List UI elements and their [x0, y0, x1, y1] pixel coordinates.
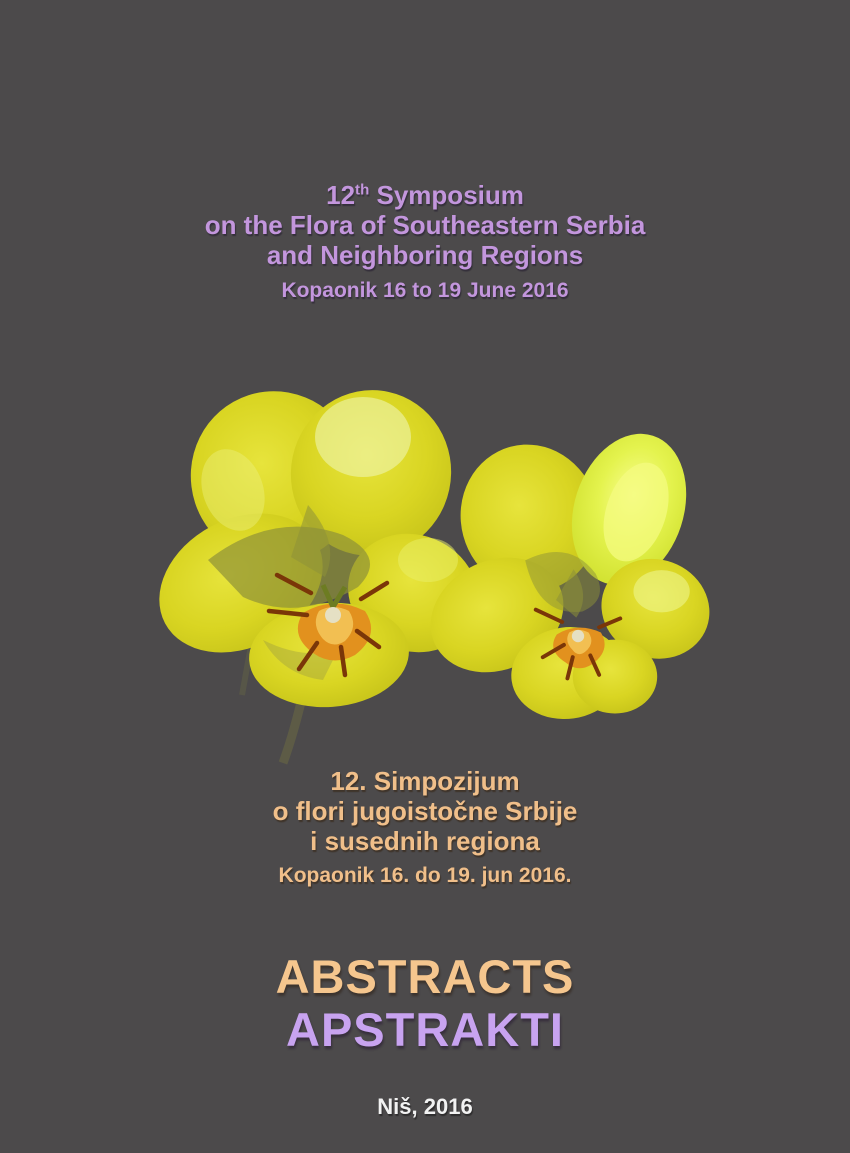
venue-date-en: Kopaonik 16 to 19 June 2016	[281, 279, 569, 302]
venue-date-sr: Kopaonik 16. do 19. jun 2016.	[278, 864, 572, 887]
symposium-title-en	[0, 180, 850, 303]
left-pansy-flower	[135, 385, 496, 712]
abstracts-title-sr: APSTRAKTI	[286, 1003, 564, 1056]
title-en-line2: on the Flora of Southeastern Serbia	[204, 210, 646, 240]
title-sr-line1: 12. Simpozijum	[330, 766, 520, 796]
book-main-title	[0, 950, 850, 1056]
symposium-title-sr	[0, 766, 850, 888]
title-sr-line3: i susednih regiona	[310, 826, 540, 856]
place-year: Niš, 2016	[377, 1094, 473, 1119]
title-en-line3: and Neighboring Regions	[266, 240, 584, 270]
abstracts-title-en: ABSTRACTS	[275, 950, 575, 1003]
title-en-ordinal-suffix: th	[355, 181, 370, 199]
title-en-number: 12	[326, 180, 356, 210]
title-sr-line2: o flori jugoistočne Srbije	[272, 796, 578, 826]
title-en-word: Symposium	[369, 180, 524, 210]
title-en-line1	[0, 180, 850, 210]
pansy-flowers-image	[0, 385, 850, 785]
